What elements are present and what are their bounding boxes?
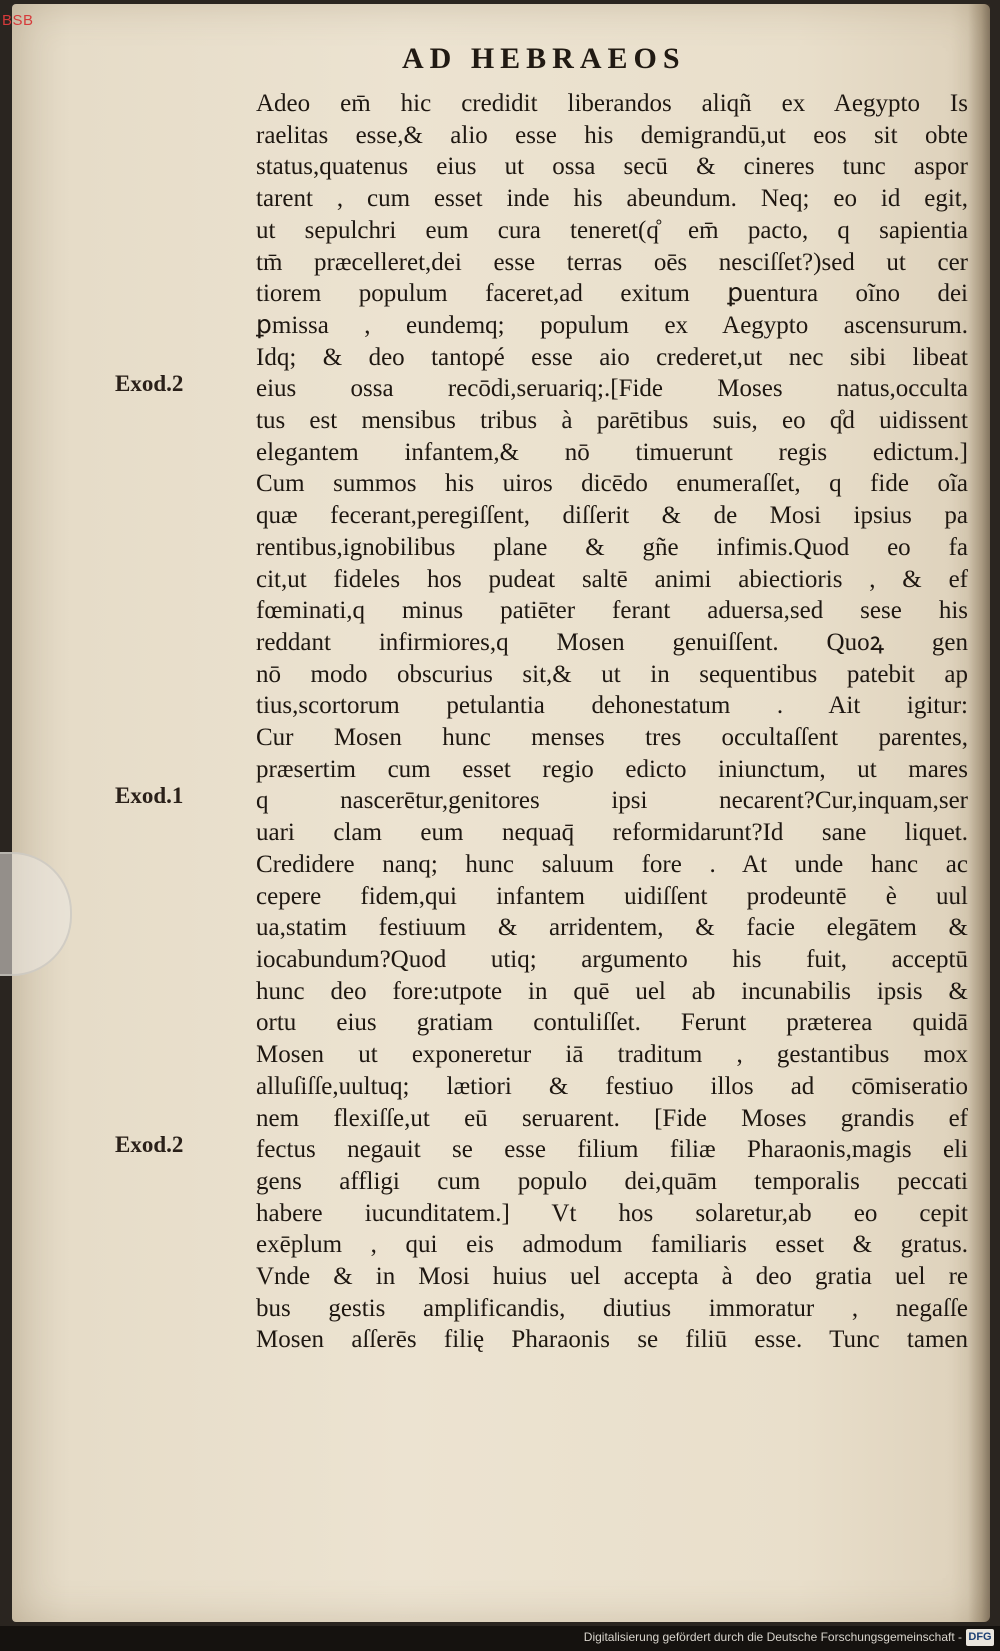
text-line: ua,statim festiuum & arridentem, & facie elegātem & bbox=[256, 914, 968, 942]
text-line: ortu eius gratiam contuliſſet. Ferunt præterea quidā bbox=[256, 1009, 968, 1037]
text-line: tm̄ præcelleret,dei esse terras oēs nesciſſet?)sed ut cer bbox=[256, 248, 968, 276]
text-line: Idq; & deo tantopé esse aio crederet,ut nec sibi libeat bbox=[256, 343, 968, 371]
text-line: Adeo em̄ hic credidit liberandos aliqñ ex Aegypto Is bbox=[256, 90, 968, 117]
text-line: elegantem infantem,& nō timuerunt regis edictum.] bbox=[256, 438, 968, 466]
text-line: alluſiſſe,uultuq; lætiori & festiuo illos ad cōmiseratio bbox=[256, 1072, 968, 1100]
text-line: reddant infirmiores,q Mosen genuiſſent. Quoꝝ gen bbox=[256, 628, 968, 656]
page-edge-shadow bbox=[968, 4, 990, 1622]
funding-notice: Digitalisierung gefördert durch die Deutsche Forschungsgemeinschaft - bbox=[583, 1630, 962, 1644]
text-line: exēplum , qui eis admodum familiaris esset & gratus. bbox=[256, 1231, 968, 1259]
text-line: Credidere nanq; hunc saluum fore . At unde hanc ac bbox=[256, 850, 968, 878]
text-line: hunc deo fore:utpote in quē uel ab incunabilis ipsis & bbox=[256, 977, 968, 1005]
text-line: Mosen aſſerēs filię Pharaonis se filiū esse. Tunc tamen bbox=[256, 1326, 968, 1354]
text-line: iocabundum?Quod utiq; argumento his fuit, acceptū bbox=[256, 945, 968, 973]
book-page bbox=[12, 4, 990, 1622]
text-line: tus est mensibus tribus à parētibus suis, eo q̊d uidissent bbox=[256, 407, 968, 435]
footer-bar bbox=[0, 1626, 1000, 1651]
text-line: Vnde & in Mosi huius uel accepta à deo gratia uel re bbox=[256, 1263, 968, 1291]
body-text bbox=[256, 88, 968, 1356]
text-line: bus gestis amplificandis, diutius immoratur , negaſſe bbox=[256, 1294, 968, 1322]
text-line: ꝑmissa , eundemq; populum ex Aegypto ascensurum. bbox=[256, 311, 968, 339]
margin-note-exod-2-second: Exod.2 bbox=[115, 1132, 184, 1158]
text-line: habere iucunditatem.] Vt hos solaretur,ab eo cepit bbox=[256, 1199, 968, 1227]
text-line: rentibus,ignobilibus plane & gñe infimis.Quod eo fa bbox=[256, 533, 968, 561]
text-line: Cum summos his uiros dicēdo enumeraſſet, q fide oĩa bbox=[256, 470, 968, 498]
text-line: fectus negauit se esse filium filiæ Pharaonis,magis eli bbox=[256, 1136, 968, 1164]
text-line: cit,ut fideles hos pudeat saltē animi abiectioris , & ef bbox=[256, 565, 968, 593]
text-line: tius,scortorum petulantia dehonestatum . Ait igitur: bbox=[256, 692, 968, 720]
text-line: tiorem populum faceret,ad exitum ꝑuentura oĩno dei bbox=[256, 280, 968, 308]
text-line: quæ fecerant,peregiſſent, diſſerit & de Mosi ipsius pa bbox=[256, 502, 968, 530]
text-line: uari clam eum nequaq̄ reformidarunt?Id sane liquet. bbox=[256, 819, 968, 847]
margin-note-exod-1: Exod.1 bbox=[115, 783, 184, 809]
text-line: nō modo obscurius sit,& ut in sequentibus patebit ap bbox=[256, 660, 968, 688]
text-line: cepere fidem,qui infantem uidiſſent prodeuntē è uul bbox=[256, 882, 968, 910]
text-line: ut sepulchri eum cura teneret(q̊ em̄ pacto, q sapientia bbox=[256, 216, 968, 244]
text-line: tarent , cum esset inde his abeundum. Neq; eo id egit, bbox=[256, 185, 968, 213]
text-line: status,quatenus eius ut ossa secū & cineres tunc aspor bbox=[256, 153, 968, 181]
text-line: Mosen ut exponeretur iā traditum , gestantibus mox bbox=[256, 1041, 968, 1069]
text-line: raelitas esse,& alio esse his demigrandū,ut eos sit obte bbox=[256, 121, 968, 149]
text-line: fœminati,q minus patiēter ferant aduersa,sed sese his bbox=[256, 597, 968, 625]
dfg-logo-icon: DFG bbox=[966, 1629, 994, 1646]
margin-note-exod-2-first: Exod.2 bbox=[115, 371, 184, 397]
text-line: gens affligi cum populo dei,quām temporalis peccati bbox=[256, 1167, 968, 1195]
text-line: præsertim cum esset regio edicto iniunctum, ut mares bbox=[256, 755, 968, 783]
text-line: q nascerētur,genitores ipsi necarent?Cur,inquam,ser bbox=[256, 787, 968, 815]
running-head: AD HEBRAEOS bbox=[402, 42, 686, 75]
library-mark: BSB bbox=[2, 12, 34, 29]
text-line: nem flexiſſe,ut eū seruarent. [Fide Moses grandis ef bbox=[256, 1104, 968, 1132]
text-line: eius ossa recōdi,seruariq;.[Fide Moses natus,occulta bbox=[256, 375, 968, 403]
text-line: Cur Mosen hunc menses tres occultaſſent parentes, bbox=[256, 724, 968, 752]
